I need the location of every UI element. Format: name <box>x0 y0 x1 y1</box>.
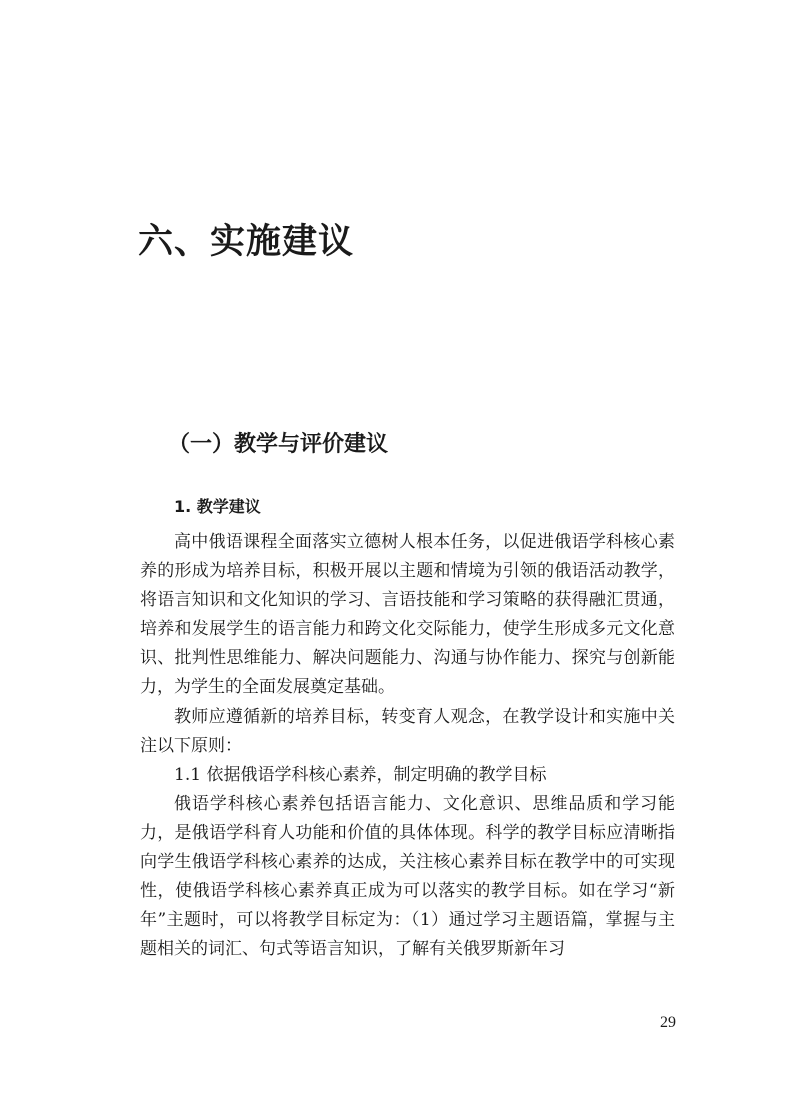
section-title: （一）教学与评价建议 <box>168 432 389 457</box>
chapter-title: 六、实施建议 <box>138 222 355 262</box>
item-heading: 1.1 依据俄语学科核心素养，制定明确的教学目标 <box>174 764 547 785</box>
page-number: 29 <box>660 1014 676 1031</box>
paragraph: 教师应遵循新的培养目标，转变育人观念，在教学设计和实施中关注以下原则： <box>140 706 675 756</box>
paragraph: 俄语学科核心素养包括语言能力、文化意识、思维品质和学习能力，是俄语学科育人功能和价值的具体体现。科学的教学目标应清晰指向学生俄语学科核心素养的达成，关注核心素养目标在教学中的可实现性，使俄语学科核心素养真正成为可以落实的教学目标。如在学习“新年”主题时，可以将教学目标定为：（1）通过学习主题语篇，掌握与主题相关的词汇、句式等语言知识，了解有关俄罗斯新年习 <box>140 793 675 960</box>
paragraph: 高中俄语课程全面落实立德树人根本任务，以促进俄语学科核心素养的形成为培养目标，积极开展以主题和情境为引领的俄语活动教学，将语言知识和文化知识的学习、言语技能和学习策略的获得融汇贯通，培养和发展学生的语言能力和跨文化交际能力，使学生形成多元文化意识、批判性思维能力、解决问题能力、沟通与协作能力、探究与创新能力，为学生的全面发展奠定基础。 <box>140 532 675 698</box>
body-text <box>140 528 675 964</box>
subsection-title: 1. 教学建议 <box>174 497 261 516</box>
